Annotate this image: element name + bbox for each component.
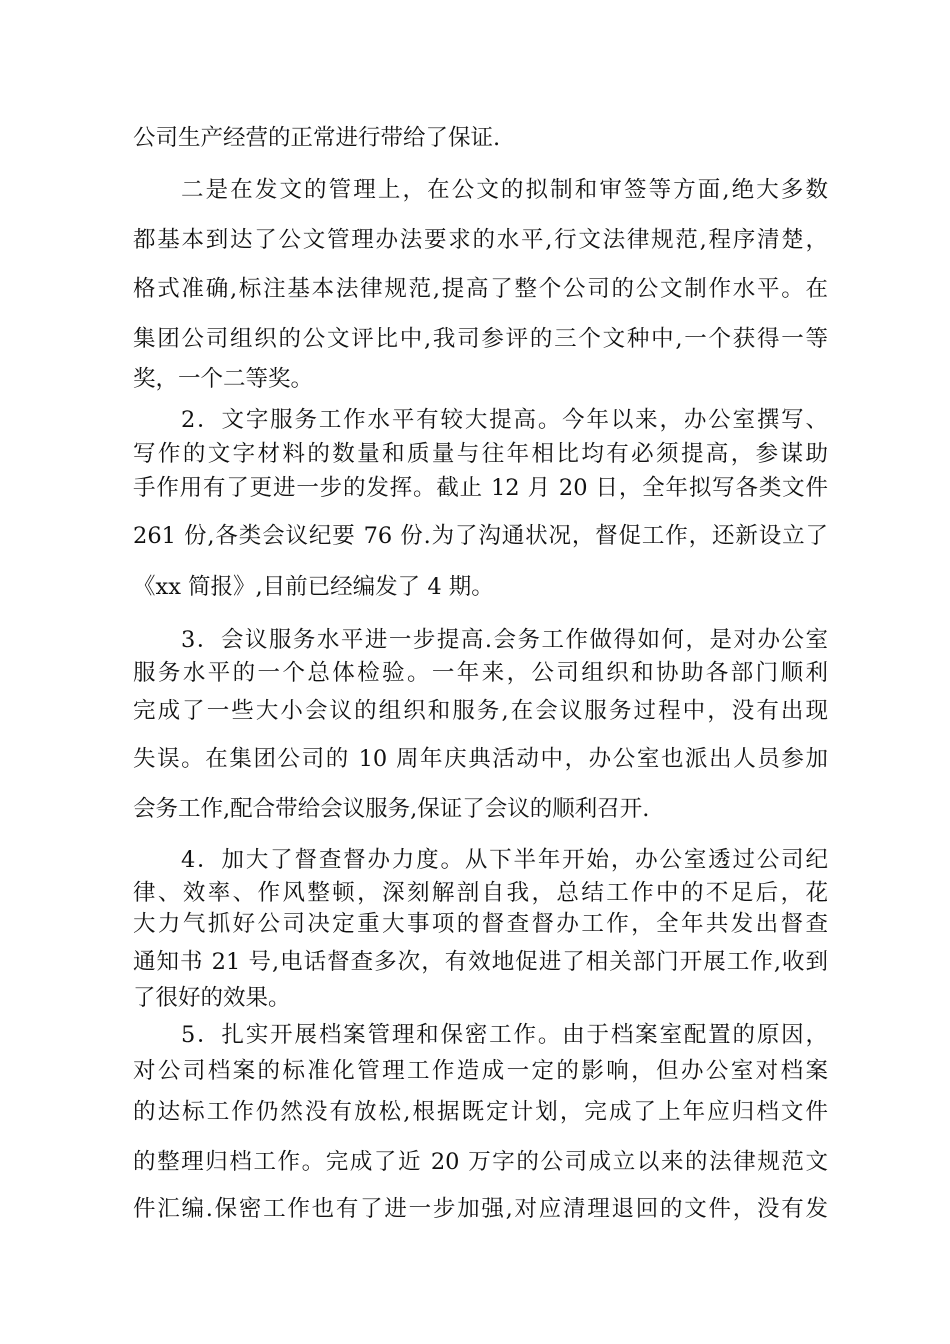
- text-line: 5．扎实开展档案管理和保密工作。由于档案室配置的原因，: [181, 1022, 828, 1048]
- text-line: 3．会议服务水平进一步提高.会务工作做得如何，是对办公室: [181, 627, 828, 653]
- text-line: 手作用有了更进一步的发挥。截止 12 月 20 日，全年拟写各类文件: [133, 475, 828, 501]
- text-line: 完成了一些大小会议的组织和服务,在会议服务过程中，没有出现: [133, 698, 828, 724]
- text-line: 了很好的效果。: [133, 985, 291, 1011]
- text-line: 会务工作,配合带给会议服务,保证了会议的顺利召开.: [133, 796, 650, 822]
- text-line: 4．加大了督查督办力度。从下半年开始，办公室透过公司纪: [181, 847, 828, 873]
- text-line: 都基本到达了公文管理办法要求的水平,行文法律规范,程序清楚，: [133, 227, 828, 253]
- text-line: 失误。在集团公司的 10 周年庆典活动中，办公室也派出人员参加: [133, 746, 828, 772]
- text-line: 律、效率、作风整顿，深刻解剖自我，总结工作中的不足后，花: [133, 880, 828, 906]
- text-line: 件汇编.保密工作也有了进一步加强,对应清理退回的文件，没有发: [133, 1196, 828, 1222]
- text-line: 《xx 简报》,目前已经编发了 4 期。: [133, 574, 494, 600]
- text-line: 写作的文字材料的数量和质量与往年相比均有必须提高，参谋助: [133, 441, 828, 467]
- text-line: 二是在发文的管理上，在公文的拟制和审签等方面,绝大多数: [181, 177, 828, 203]
- text-line: 服务水平的一个总体检验。一年来，公司组织和协助各部门顺利: [133, 660, 828, 686]
- text-line: 261 份,各类会议纪要 76 份.为了沟通状况，督促工作，还新设立了: [133, 523, 828, 549]
- text-line: 通知书 21 号,电话督查多次，有效地促进了相关部门开展工作,收到: [133, 949, 828, 975]
- text-line: 的整理归档工作。完成了近 20 万字的公司成立以来的法律规范文: [133, 1149, 828, 1175]
- text-line: 集团公司组织的公文评比中,我司参评的三个文种中,一个获得一等: [133, 326, 828, 352]
- text-line: 对公司档案的标准化管理工作造成一定的影响，但办公室对档案: [133, 1058, 828, 1084]
- text-line: 公司生产经营的正常进行带给了保证.: [133, 125, 501, 151]
- text-line: 格式准确,标注基本法律规范,提高了整个公司的公文制作水平。在: [133, 276, 828, 302]
- text-line: 2．文字服务工作水平有较大提高。今年以来，办公室撰写、: [181, 407, 828, 433]
- text-line: 的达标工作仍然没有放松,根据既定计划，完成了上年应归档文件: [133, 1099, 828, 1125]
- text-line: 奖，一个二等奖。: [133, 366, 314, 392]
- text-line: 大力气抓好公司决定重大事项的督查督办工作，全年共发出督查: [133, 911, 828, 937]
